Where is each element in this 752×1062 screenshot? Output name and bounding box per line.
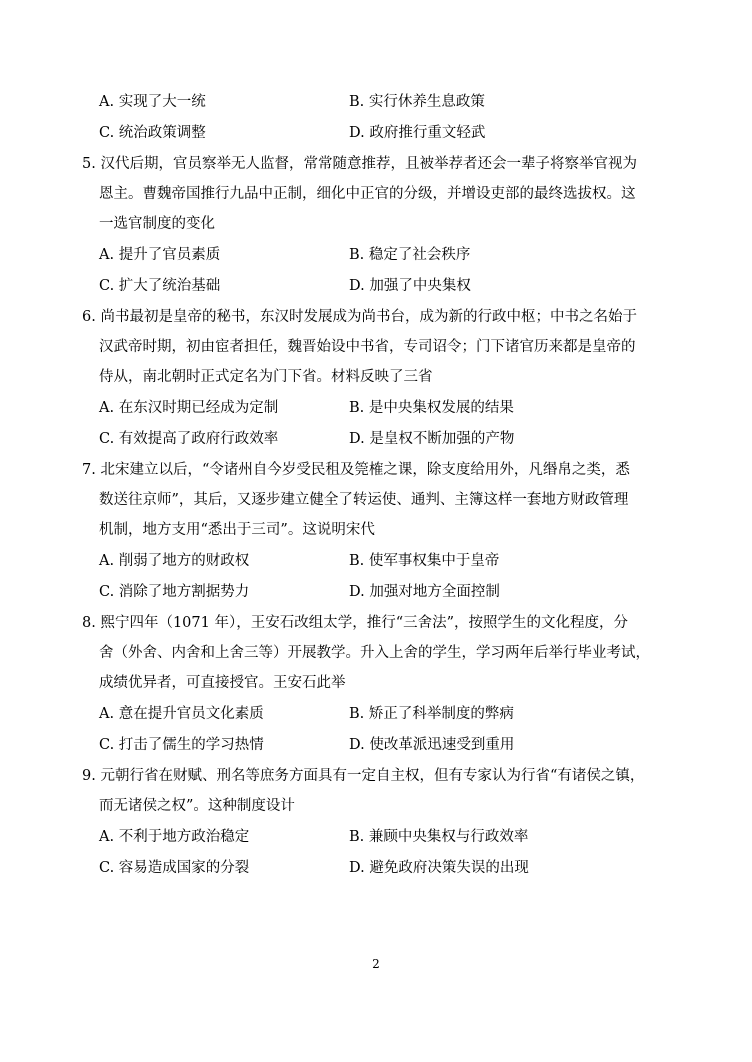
q4-option-a: A. 实现了大一统	[99, 94, 206, 110]
page-number: 2	[372, 957, 380, 971]
q4-option-b: B. 实行休养生息政策	[349, 94, 485, 110]
q7-stem-line: 数送往京师”，其后，又逐步建立健全了转运使、通判、主簿这样一套地方财政管理	[99, 492, 629, 508]
q9-option-a: A. 不利于地方政治稳定	[99, 829, 250, 845]
q8-stem-line: 成绩优异者，可直接授官。王安石此举	[99, 675, 346, 691]
q6-stem-line: 汉武帝时期，初由宦者担任，魏晋始设中书省，专司诏令；门下诸官历来都是皇帝的	[99, 339, 636, 355]
q9-stem-line: 9. 元朝行省在财赋、刑名等庶务方面具有一定自主权，但有专家认为行省“有诸侯之镇，	[82, 768, 645, 784]
q5-stem-line: 恩主。曹魏帝国推行九品中正制，细化中正官的分级，并增设吏部的最终选拔权。这	[99, 186, 636, 202]
q7-option-d: D. 加强对地方全面控制	[349, 584, 500, 600]
q7-option-c: C. 消除了地方割据势力	[99, 584, 250, 600]
q6-stem-line: 6. 尚书最初是皇帝的秘书，东汉时发展成为尚书台，成为新的行政中枢；中书之名始于	[82, 309, 637, 325]
q8-option-b: B. 矫正了科举制度的弊病	[349, 706, 514, 722]
q8-option-a: A. 意在提升官员文化素质	[99, 706, 264, 722]
q4-option-d: D. 政府推行重文轻武	[349, 125, 486, 141]
q8-option-d: D. 使改革派迅速受到重用	[349, 737, 515, 753]
q7-stem-line: 7. 北宋建立以后，“令诸州自今岁受民租及筦榷之课，除支度给用外，凡缗帛之类，悉	[82, 462, 630, 478]
q7-option-a: A. 削弱了地方的财政权	[99, 553, 250, 569]
q8-stem-line: 8. 熙宁四年（1071 年），王安石改组太学，推行“三舍法”，按照学生的文化程度，分	[82, 615, 629, 631]
q9-option-d: D. 避免政府决策失误的出现	[349, 860, 529, 876]
q7-option-b: B. 使军事权集中于皇帝	[349, 553, 500, 569]
q6-stem-line: 侍从，南北朝时正式定名为门下省。材料反映了三省	[99, 369, 433, 385]
q4-option-c: C. 统治政策调整	[99, 125, 206, 141]
q8-option-c: C. 打击了儒生的学习热情	[99, 737, 264, 753]
q5-stem-line: 5. 汉代后期，官员察举无人监督，常常随意推荐，且被举荐者还会一辈子将察举官视为	[82, 156, 637, 172]
q9-option-c: C. 容易造成国家的分裂	[99, 860, 250, 876]
q5-option-a: A. 提升了官员素质	[99, 247, 221, 263]
q5-option-d: D. 加强了中央集权	[349, 278, 471, 294]
q7-stem-line: 机制，地方支用“悉出于三司”。这说明宋代	[99, 522, 375, 538]
q9-stem-line: 而无诸侯之权”。这种制度设计	[99, 798, 295, 814]
q5-stem-line: 一选官制度的变化	[99, 216, 215, 232]
q9-option-b: B. 兼顾中央集权与行政效率	[349, 829, 529, 845]
q6-option-a: A. 在东汉时期已经成为定制	[99, 400, 279, 416]
q8-stem-line: 舍（外舍、内舍和上舍三等）开展教学。升入上舍的学生，学习两年后举行毕业考试，	[99, 645, 650, 661]
q6-option-c: C. 有效提高了政府行政效率	[99, 431, 279, 447]
q5-option-b: B. 稳定了社会秩序	[349, 247, 471, 263]
q5-option-c: C. 扩大了统治基础	[99, 278, 221, 294]
q6-option-b: B. 是中央集权发展的结果	[349, 400, 514, 416]
q6-option-d: D. 是皇权不断加强的产物	[349, 431, 515, 447]
